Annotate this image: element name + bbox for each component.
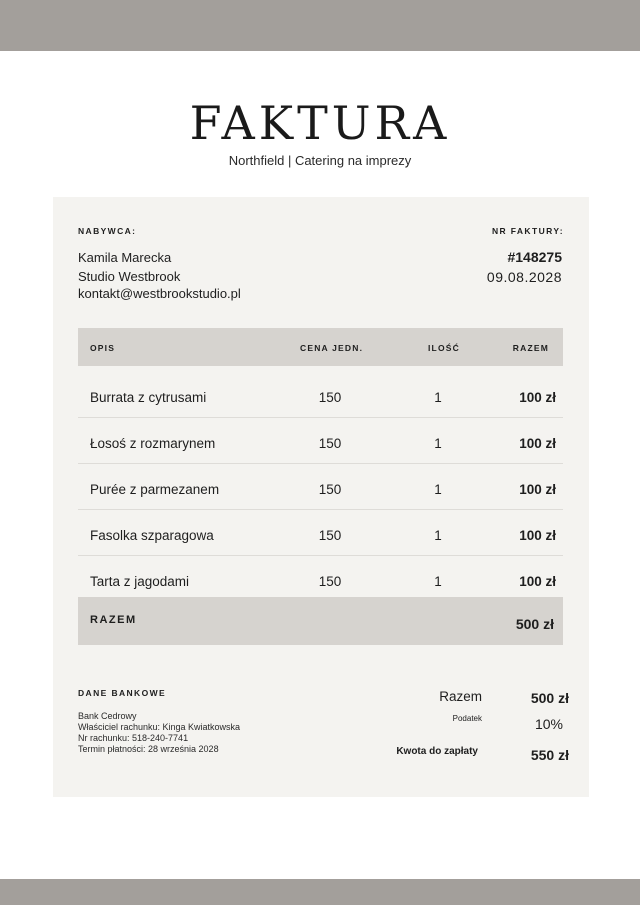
- bank-name: Bank Cedrowy: [78, 711, 137, 721]
- row-description: Fasolka szparagowa: [90, 528, 214, 543]
- table-row: [78, 556, 563, 602]
- row-description: Purée z parmezanem: [90, 482, 220, 497]
- row-total: 100 zł: [519, 390, 556, 405]
- row-description: Tarta z jagodami: [90, 574, 190, 589]
- top-decor-bar: [0, 0, 640, 51]
- row-quantity: 1: [434, 436, 442, 451]
- column-header-quantity: ILOŚĆ: [428, 343, 460, 353]
- summary-tax-value: 10%: [534, 716, 563, 732]
- buyer-email: kontakt@westbrookstudio.pl: [78, 286, 241, 301]
- buyer-name: Kamila Marecka: [78, 250, 172, 265]
- table-row: [78, 510, 563, 556]
- row-unit-price: 150: [318, 482, 342, 497]
- row-unit-price: 150: [318, 436, 342, 451]
- buyer-company: Studio Westbrook: [78, 269, 181, 284]
- summary-subtotal-value: 500 zł: [530, 690, 569, 706]
- row-unit-price: 150: [318, 390, 342, 405]
- row-total: 100 zł: [519, 436, 556, 451]
- table-total-value: 500 zł: [515, 616, 554, 632]
- column-header-unit-price: CENA JEDN.: [300, 343, 364, 353]
- column-header-description: OPIS: [90, 343, 116, 353]
- row-description: Burrata z cytrusami: [90, 390, 207, 405]
- invoice-number-label: NR FAKTURY:: [491, 226, 564, 236]
- summary-amount-due-label: Kwota do zapłaty: [396, 746, 478, 757]
- table-row: [78, 418, 563, 464]
- payment-due-date: Termin płatności: 28 września 2028: [78, 744, 219, 754]
- row-unit-price: 150: [318, 574, 342, 589]
- row-total: 100 zł: [519, 574, 556, 589]
- buyer-label: NABYWCA:: [78, 226, 137, 236]
- table-row: [78, 464, 563, 510]
- summary-amount-due-value: 550 zł: [530, 747, 569, 763]
- table-total-label: RAZEM: [90, 614, 137, 626]
- row-total: 100 zł: [519, 482, 556, 497]
- row-quantity: 1: [434, 390, 442, 405]
- row-unit-price: 150: [318, 528, 342, 543]
- table-row: [78, 372, 563, 418]
- row-quantity: 1: [434, 482, 442, 497]
- bottom-decor-bar: [0, 879, 640, 905]
- invoice-number: #148275: [507, 249, 562, 265]
- row-quantity: 1: [434, 528, 442, 543]
- summary-tax-label: Podatek: [452, 714, 482, 723]
- table-header: [78, 328, 563, 366]
- bank-details-label: DANE BANKOWE: [78, 688, 167, 698]
- bank-account-number: Nr rachunku: 518-240-7741: [78, 733, 189, 743]
- invoice-panel: [53, 197, 589, 797]
- invoice-title: FAKTURA: [189, 96, 451, 150]
- row-quantity: 1: [434, 574, 442, 589]
- bank-account-owner: Właściciel rachunku: Kinga Kwiatkowska: [78, 722, 241, 732]
- row-total: 100 zł: [519, 528, 556, 543]
- row-description: Łosoś z rozmarynem: [90, 436, 216, 451]
- company-subtitle: Northfield | Catering na imprezy: [228, 153, 412, 168]
- column-header-total: RAZEM: [512, 343, 549, 353]
- invoice-date: 09.08.2028: [486, 269, 562, 285]
- summary-subtotal-label: Razem: [439, 689, 482, 704]
- table-total-row: [78, 597, 563, 645]
